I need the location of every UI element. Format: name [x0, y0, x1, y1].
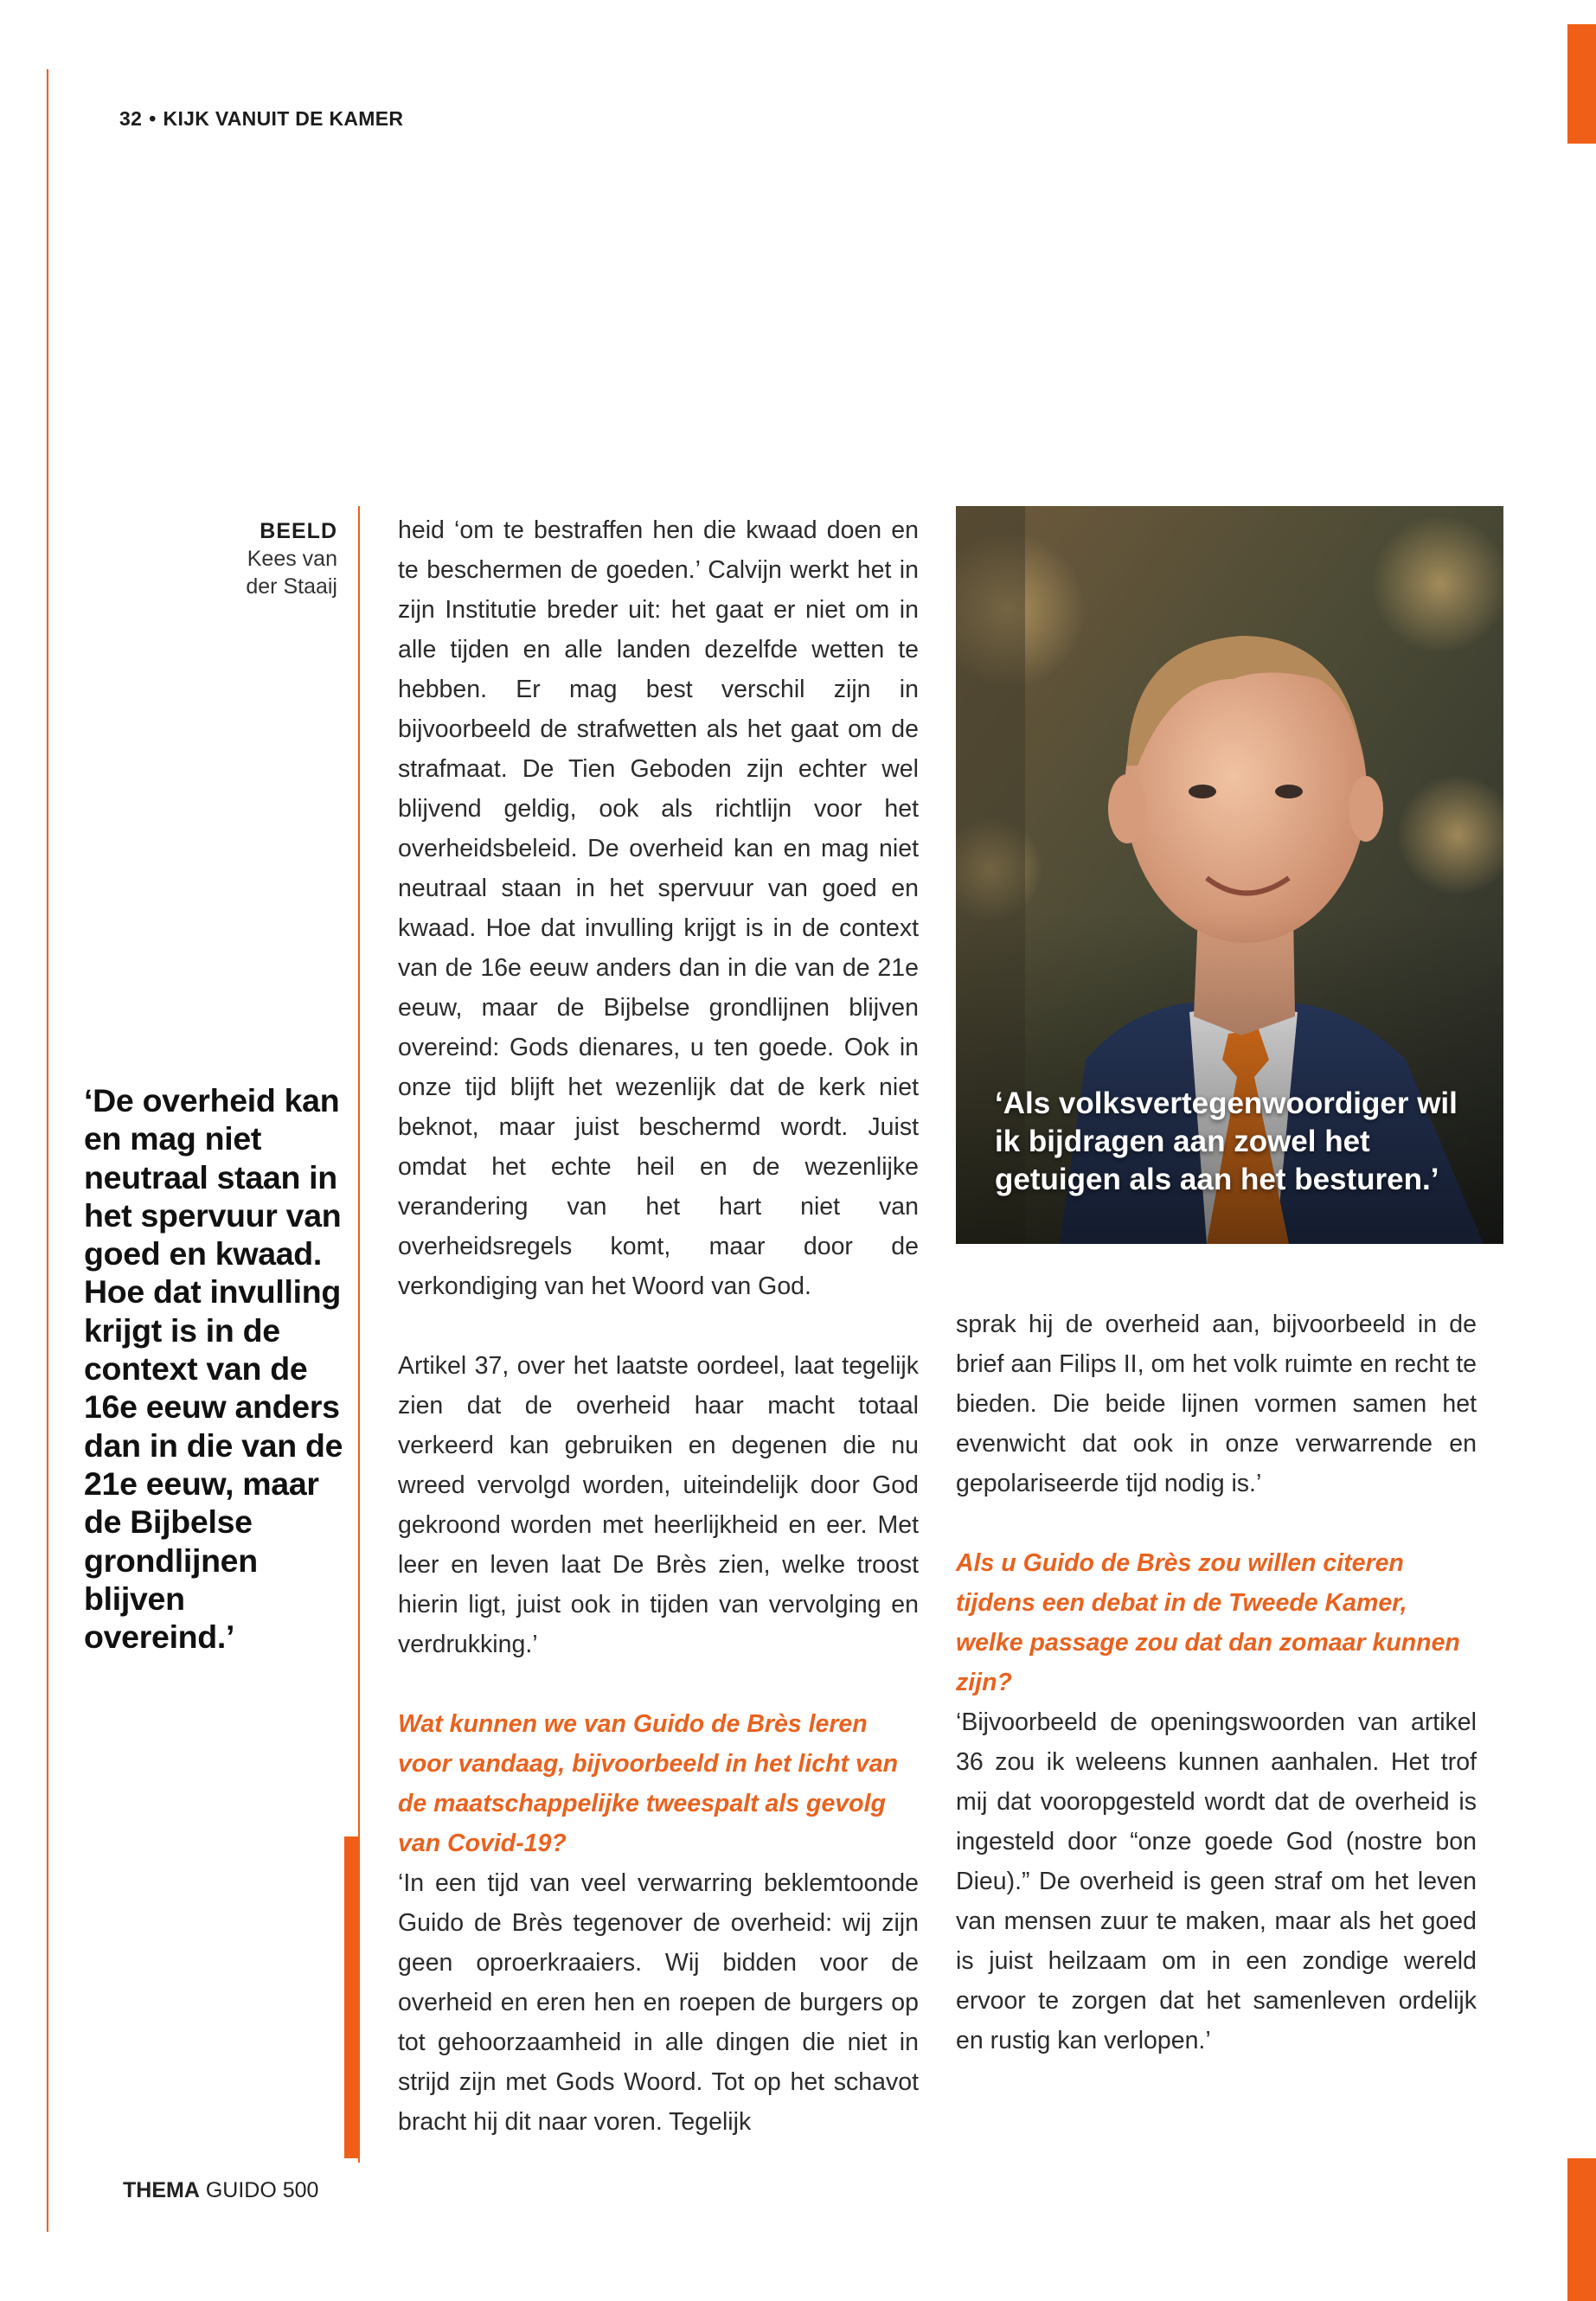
- photo-credit-name-line2: der Staaij: [246, 574, 337, 599]
- interview-question: Wat kunnen we van Guido de Brès leren voor vandaag, bijvoorbeeld in het licht van de maatschappelijke tweespalt als gevolg van Covid-19?: [398, 1710, 899, 1857]
- page-number: 32: [119, 107, 143, 130]
- photo-caption: ‘Als volksvertegenwoordiger wil ik bijdragen aan zowel het getuigen als aan het besturen.’: [995, 1086, 1458, 1196]
- paragraph: heid ‘om te bestraffen hen die kwaad doen en te beschermen de goeden.’ Calvijn werkt het in zijn Institutie breder uit: het gaat er niet om in alle tijden en alle landen dezelfde wetten te hebben. Er mag best verschil zijn in bijvoorbeeld de strafwetten als het gaat om de strafmaat. De Tien Geboden zijn echter wel blijvend geldig, ook als richtlijn voor het overheidsbeleid. De overheid kan en mag niet neutraal staan in het spervuur van goed en kwaad. Hoe dat invulling krijgt is in de context van de 16e eeuw anders dan in die van de 21e eeuw, maar de Bijbelse grondlijnen blijven overeind: Gods dienares, u ten goede. Ook in onze tijd blijft het wezenlijk dat de kerk niet beknot, maar juist beschermd wordt. Juist omdat het echte heil en de wezenlijke verandering van het hart niet van overheidsregels komt, maar door de verkondiging van het Woord van God.: [398, 516, 919, 1300]
- interview-question: Als u Guido de Brès zou willen citeren tijdens een debat in de Tweede Kamer, welke passage zou dat dan zomaar kunnen zijn?: [956, 1549, 1460, 1696]
- photo-credit-name-line1: Kees van: [247, 547, 337, 571]
- footer-theme-title: GUIDO 500: [205, 2178, 319, 2202]
- footer-theme-label: THEMA: [123, 2178, 200, 2202]
- paragraph: ‘Bijvoorbeeld de openingswoorden van artikel 36 zou ik weleens kunnen aanhalen. Het trof mij dat vooropgesteld wordt dat de overheid is ingesteld door “onze goede God (nostre bon Dieu).” De overheid is geen straf om het leven van mensen zuur te maken, maar als het goed is juist heilzaam om in een zondige wereld ervoor te zorgen dat het samenleven ordelijk en rustig kan verlopen.’: [956, 1708, 1477, 2054]
- left-margin-rule: [47, 69, 48, 2232]
- running-footer: [123, 2178, 318, 2203]
- paragraph: Artikel 37, over het laatste oordeel, laat tegelijk zien dat de overheid haar macht totaal verkeerd kan gebruiken en degenen die nu wreed vervolgd worden, uiteindelijk door God gekroond worden met heerlijkheid en eer. Met leer en leven laat De Brès zien, welke troost hierin ligt, juist ook in tijden van vervolging en verdrukking.’: [398, 1352, 919, 1658]
- column-divider-accent: [344, 1836, 360, 2158]
- article-column-1: [398, 510, 919, 2142]
- paragraph: ‘In een tijd van veel verwarring beklemtoonde Guido de Brès tegenover de overheid: wij zijn geen oproerkraaiers. Wij bidden voor de overheid en eren hen en roepen de burgers op tot gehoorzaamheid in alle dingen die niet in strijd zijn met Gods Woord. Tot op het schavot bracht hij dit naar voren. Tegelijk: [398, 1869, 919, 2136]
- bottom-right-accent-bar: [1567, 2158, 1596, 2301]
- article-column-2: [956, 1304, 1477, 2061]
- photo-credit-label: BEELD: [260, 519, 337, 543]
- paragraph: sprak hij de overheid aan, bijvoorbeeld in de brief aan Filips II, om het volk ruimte en recht te bieden. Die beide lijnen vormen samen het evenwicht dat ook in onze verwarrende en gepolariseerde tijd nodig is.’: [956, 1311, 1477, 1497]
- top-right-accent-bar: [1567, 24, 1596, 144]
- section-title: KIJK VANUIT DE KAMER: [163, 107, 404, 130]
- photo-credit: [173, 517, 337, 600]
- header-separator: •: [149, 107, 157, 130]
- running-header: [119, 107, 403, 131]
- pull-quote: ‘De overheid kan en mag niet neutraal staan in het spervuur van goed en kwaad. Hoe dat invulling krijgt is in de context van de 16e eeuw anders dan in die van de 21e eeuw, maar de Bijbelse grondlijnen blijven overeind.’: [84, 1082, 343, 1656]
